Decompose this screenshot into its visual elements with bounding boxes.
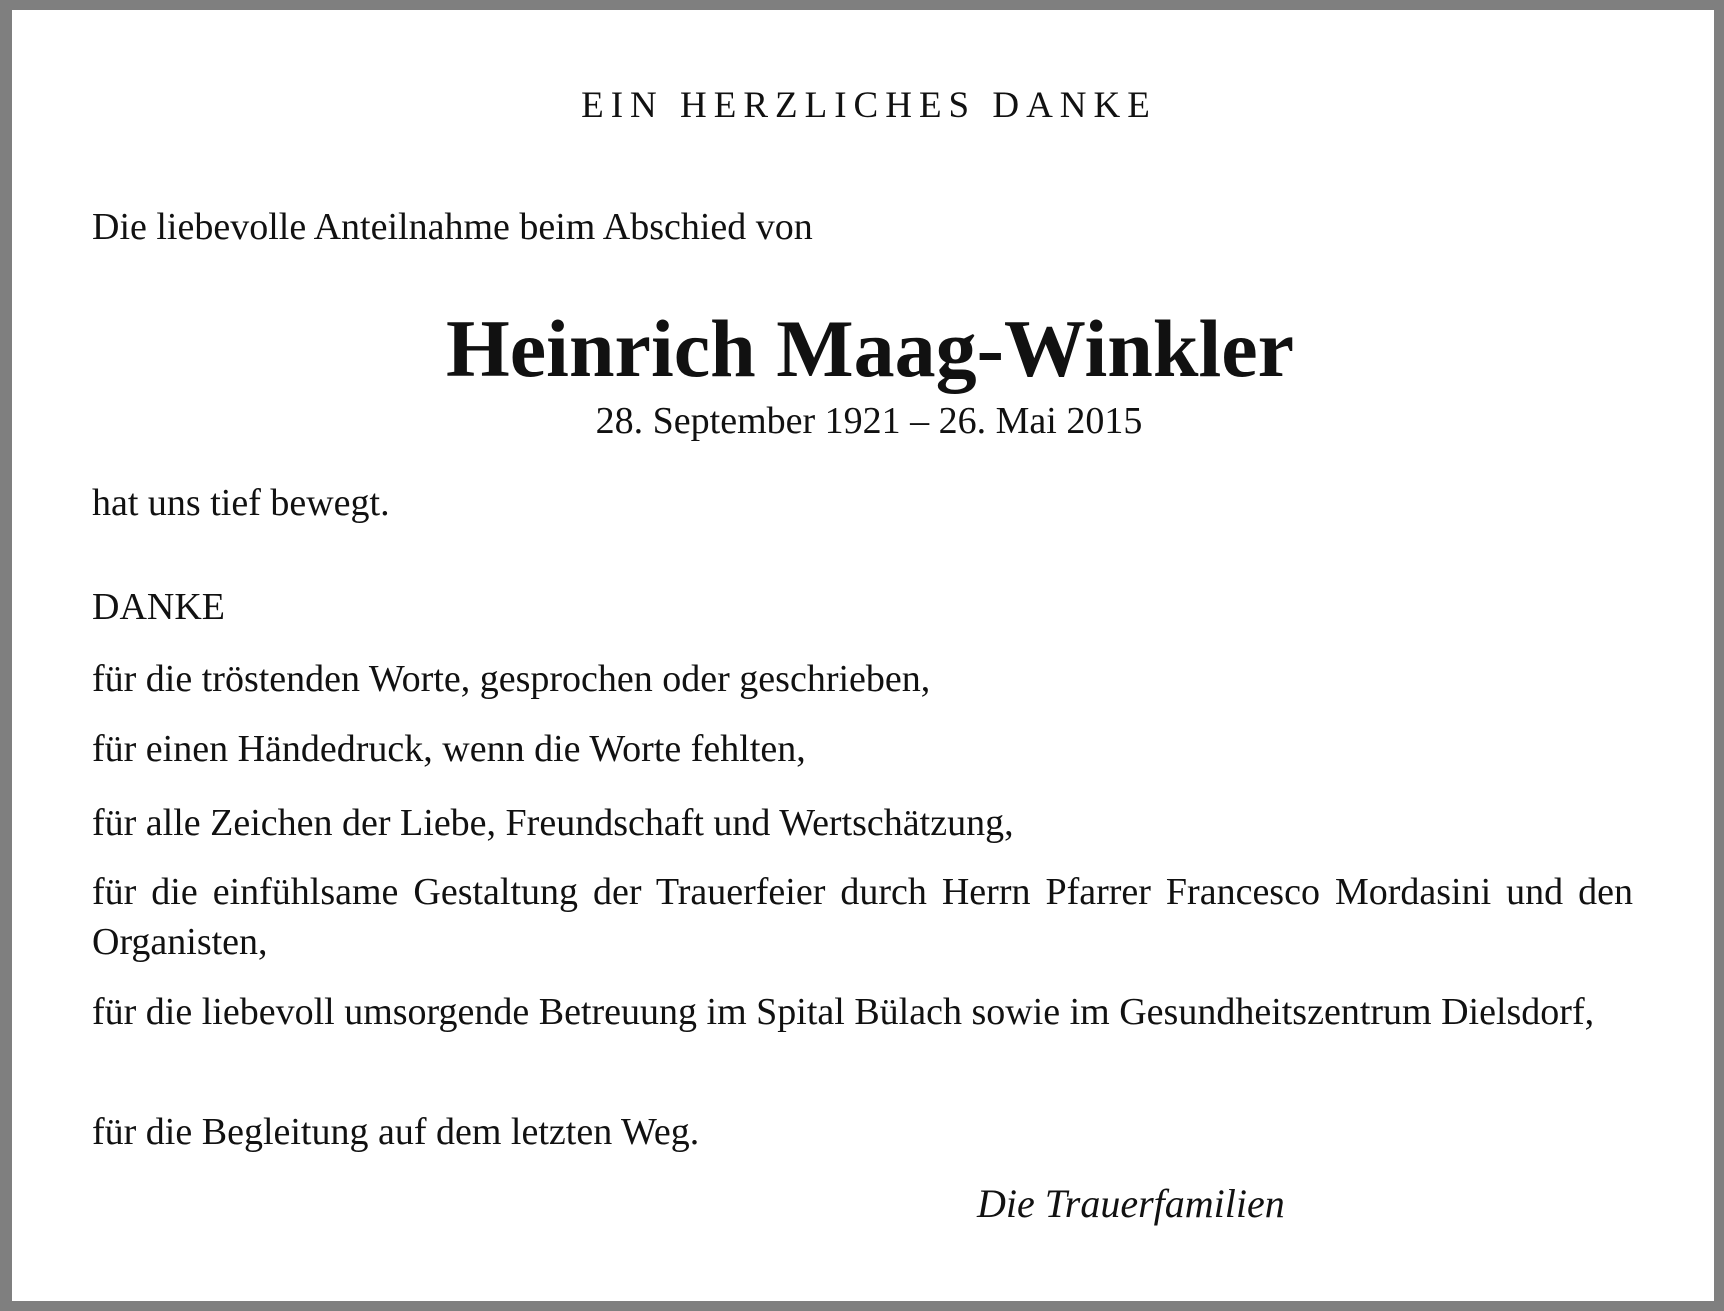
moved-text: hat uns tief bewegt.: [92, 482, 390, 524]
thanks-line: für die tröstenden Worte, gesprochen oder geschrieben,: [92, 658, 931, 700]
danke-label: DANKE: [92, 586, 225, 628]
thanks-line: für die einfühlsame Gestaltung der Trauerfeier durch Herrn Pfarrer Francesco Mordasini und den Organisten,: [92, 871, 1633, 963]
thanks-line: für einen Händedruck, wenn die Worte fehlten,: [92, 728, 806, 770]
intro-text: Die liebevolle Anteilnahme beim Abschied von: [92, 206, 813, 248]
notice-heading: EIN HERZLICHES DANKE: [581, 85, 1157, 126]
thanks-line: für die Begleitung auf dem letzten Weg.: [92, 1111, 700, 1153]
thanks-line: für die liebevoll umsorgende Betreuung im Spital Bülach sowie im Gesundheitszentrum Dielsdorf,: [92, 991, 1595, 1033]
deceased-name: Heinrich Maag-Winkler: [445, 303, 1295, 394]
signature: Die Trauerfamilien: [977, 1181, 1285, 1226]
thanks-line: für alle Zeichen der Liebe, Freundschaft und Wertschätzung,: [92, 802, 1014, 844]
life-dates: 28. September 1921 – 26. Mai 2015: [595, 400, 1143, 442]
